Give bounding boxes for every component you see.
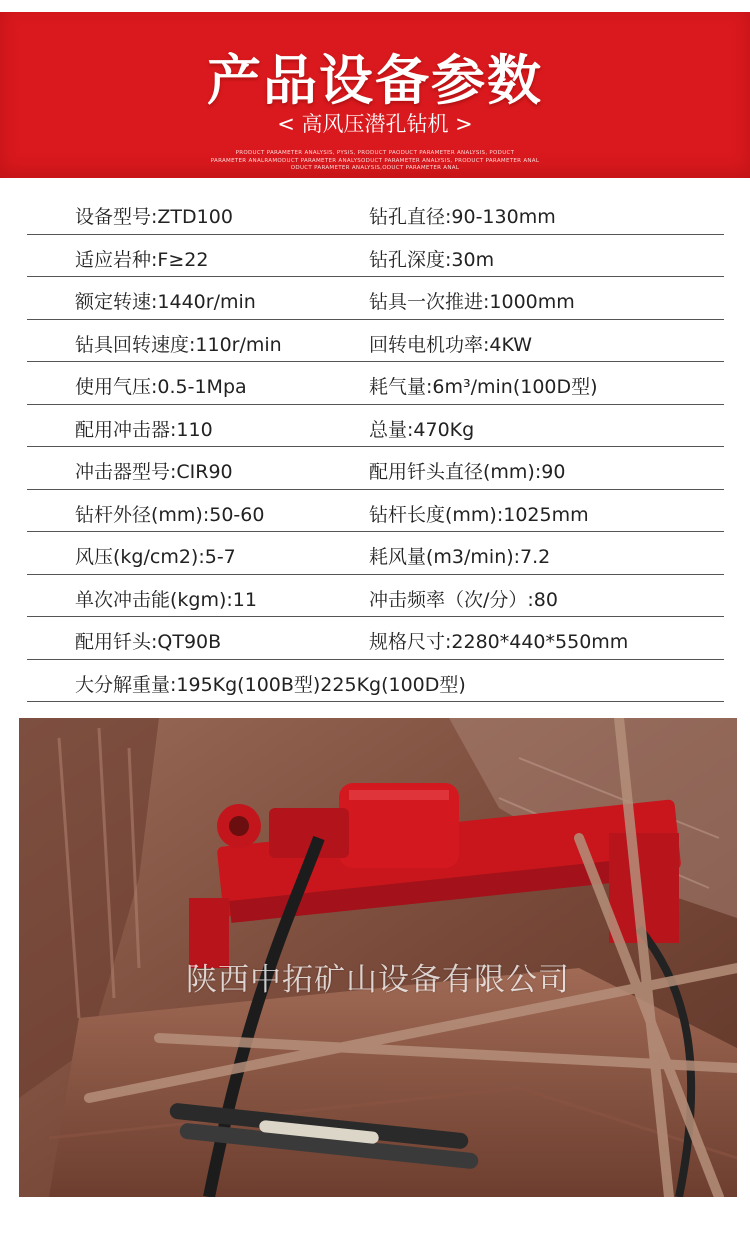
fine-print-line-2: PARAMETER ANALRAMODUCT PARAMETER ANALYSODUCT PARAMETER ANALYSIS, PRODUCT PARAMETER ANAL	[210, 157, 540, 164]
fine-print-line-1: PRODUCT PARAMETER ANALYSIS, PYSIS, PRODUCT PAODUCT PARAMETER ANALYSIS, PODUCT	[235, 150, 515, 156]
spec-right-cell: 钻具一次推进:1000mm	[369, 291, 575, 313]
spec-left-cell: 大分解重量:195Kg(100B型)225Kg(100D型)	[75, 673, 466, 696]
spec-row	[27, 320, 724, 363]
spec-right-cell: 钻孔深度:30m	[369, 248, 495, 271]
spec-right-cell: 总量:470Kg	[369, 418, 475, 441]
banner-fine-print	[190, 150, 560, 173]
spec-left-cell: 风压(kg/cm2):5-7	[75, 546, 236, 568]
spec-row	[27, 277, 724, 320]
spec-row	[27, 490, 724, 533]
spec-row	[27, 405, 724, 448]
spec-row	[27, 447, 724, 490]
spec-right-cell: 耗风量(m3/min):7.2	[369, 546, 551, 568]
company-watermark: 陕西中拓矿山设备有限公司	[186, 962, 570, 998]
page-subtitle: < 高风压潜孔钻机 >	[277, 112, 473, 136]
spec-table	[27, 192, 724, 702]
spec-row	[27, 617, 724, 660]
spec-left-cell: 钻杆外径(mm):50-60	[75, 503, 265, 526]
spec-left-cell: 配用冲击器:110	[75, 418, 213, 441]
spec-row	[27, 532, 724, 575]
drill-rig-photo	[19, 718, 737, 1197]
spec-right-cell: 钻孔直径:90-130mm	[369, 206, 556, 228]
fine-print-line-3: ODUCT PARAMETER ANALYSIS,ODUCT PARAMETER ANAL	[290, 165, 460, 171]
spec-right-cell: 冲击频率（次/分）:80	[369, 588, 558, 611]
spec-left-cell: 冲击器型号:CIR90	[75, 461, 233, 483]
spec-left-cell: 设备型号:ZTD100	[75, 206, 233, 228]
header-banner	[0, 12, 750, 178]
spec-right-cell: 规格尺寸:2280*440*550mm	[369, 631, 629, 653]
spec-row	[27, 575, 724, 618]
page-title: 产品设备参数	[207, 49, 543, 112]
spec-row	[27, 660, 724, 703]
spec-row	[27, 235, 724, 278]
spec-left-cell: 配用钎头:QT90B	[75, 631, 222, 653]
spec-left-cell: 适应岩种:F≥22	[75, 248, 209, 271]
spec-right-cell: 耗气量:6m³/min(100D型)	[369, 376, 598, 398]
spec-left-cell: 单次冲击能(kgm):11	[75, 588, 257, 611]
spec-left-cell: 额定转速:1440r/min	[75, 291, 256, 313]
spec-row	[27, 192, 724, 235]
spec-left-cell: 使用气压:0.5-1Mpa	[75, 376, 247, 398]
spec-right-cell: 配用钎头直径(mm):90	[369, 461, 566, 483]
spec-left-cell: 钻具回转速度:110r/min	[75, 333, 282, 356]
spec-row	[27, 362, 724, 405]
spec-right-cell: 钻杆长度(mm):1025mm	[369, 503, 589, 526]
spec-right-cell: 回转电机功率:4KW	[369, 333, 533, 356]
